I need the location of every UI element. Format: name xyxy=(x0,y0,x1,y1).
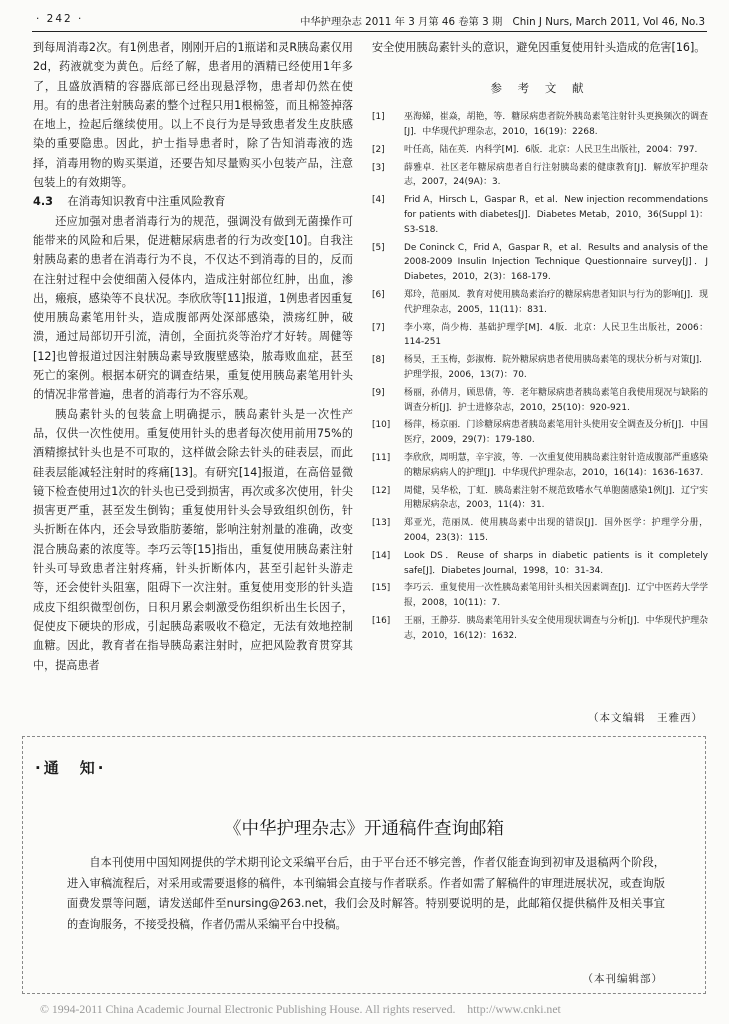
reference-number: [8] xyxy=(372,355,385,366)
reference-text: 叶任高，陆在英．内科学[M]．6版．北京：人民卫生出版社，2004：797. xyxy=(404,144,698,155)
reference-number: [1] xyxy=(372,112,385,123)
notice-body: 自本刊使用中国知网提供的学术期刊论文采编平台后，由于平台还不够完善，作者仅能查询到初审及退稿两个阶段，进入审稿流程后，对采用或需要退修的稿件，本刊编辑会直接与作者联系。作者如需了解稿件的审理进展状况，或查询版面费发票等问题，请发送邮件至nursing@263.net，我们会及时解答。特别要说明的是，此邮箱仅提供稿件及相关事宜的查询服务，不接受投稿，作者仍需从采编平台中投稿。 xyxy=(67,856,665,931)
reference-number: [4] xyxy=(372,195,385,206)
article-editor: （本文编辑 王雅西） xyxy=(588,712,703,724)
reference-number: [6] xyxy=(372,290,385,301)
running-header xyxy=(36,13,705,29)
reference-item xyxy=(372,386,708,416)
reference-number: [5] xyxy=(372,242,385,253)
reference-item xyxy=(372,321,708,351)
section-title: 在消毒知识教育中注重风险教育 xyxy=(67,195,226,209)
reference-number: [9] xyxy=(372,387,385,398)
reference-text: 李欣欣，周明慧，辛宇波，等．一次重复使用胰岛素注射针造成腹部严重感染的糖尿病病人的护理[J]．中华现代护理杂志，2010，16(14)：1636-1637. xyxy=(404,453,708,478)
paragraph-needle-reuse: 胰岛素针头的包装盒上明确提示，胰岛素针头是一次性产品，仅供一次性使用。重复使用针头的患者每次使用前用75%的酒精擦拭针头也是不可取的，这样做会除去针头的硅表层，而此硅表层能减轻注射时的疼痛[13]。有研究[14]报道，在高倍显微镜下检查使用过1次的针头也已受到损害，再次或多次使用，针尖损害更严重，甚至发生倒钩；重复使用针头会导致组织创伤，针头折断在体内，还会导致脂肪萎缩，影响注射剂量的准确，改变混合胰岛素的浓度等。李巧云等[15]指出，重复使用胰岛素注射针头可导致患者注射疼痛，针头折断体内，甚至引起针头游走等，还会使针头阻塞，阻碍下一次注射。重复使用变形的针头造成皮下组织微型创伤，日积月累会刺激受伤组织析出生长因子，促使皮下硬块的形成，引起胰岛素吸收不稳定，无法有效地控制血糖。因此，教育者在指导胰岛素注射时，应把风险教育贯穿其中，提高患者 xyxy=(33,407,353,672)
reference-text: 杨萍，杨京丽．门诊糖尿病患者胰岛素笔用针头使用安全调查及分析[J]．中国医疗，2009，29(7)：179-180. xyxy=(404,420,708,446)
reference-item xyxy=(372,241,708,285)
reference-item xyxy=(372,288,708,318)
reference-text: 薛雅卓．社区老年糖尿病患者自行注射胰岛素的健康教育[J]．解放军护理杂志，2007，24(9A)：3. xyxy=(404,162,708,188)
reference-item xyxy=(372,353,708,383)
reference-number: [2] xyxy=(372,144,385,155)
reference-text: De Coninck C，Frid A，Gaspar R，et al．Results and analysis of the 2008-2009 Insulin Injection Technique Questionnaire survey[J]．J Diabetes，2010，2(3)：168-179. xyxy=(404,242,708,283)
reference-text: Look DS．Reuse of sharps in diabetic patients is it completely safe[J]．Diabetes Journal，1998，10：31-34. xyxy=(404,550,708,576)
paragraph-conclusion: 安全使用胰岛素针头的意识，避免因重复使用针头造成的危害[16]。 xyxy=(372,41,706,54)
reference-text: 周健，吴华松，丁虹．胰岛素注射不规范致嗜水气单胞菌感染1例[J]．辽宁实用糖尿病杂志，2003，11(4)：31. xyxy=(404,485,708,511)
paragraph-risk-education: 还应加强对患者消毒行为的规范，强调没有做到无菌操作可能带来的风险和后果，促进糖尿病患者的行为改变[10]。自我注射胰岛素的患者在消毒行为不良，不仅达不到消毒的目的，反而在注射过程中会使细菌入侵体内，造成注射部位红肿，出血，渗出，瘢痕，感染等不良状况。李欣欣等[11]报道，1例患者因重复使用胰岛素笔用针头，造成腹部两处深部感染，溃疡红肿，破溃，通过局部切开引流，清创，全面抗炎等治疗才好转。周健等[12]也曾报道过因注射胰岛素导致腹壁感染，脓毒败血症，甚至死亡的案例。根据本研究的调查结果，重复使用胰岛素笔用针头的情况非常普遍，患者的消毒行为不容乐观。 xyxy=(33,214,353,402)
left-column xyxy=(33,38,353,675)
notice-box xyxy=(22,736,706,994)
section-heading-4-3 xyxy=(33,192,353,211)
reference-item xyxy=(372,143,708,158)
notice-editor: （本刊编辑部） xyxy=(582,973,663,985)
reference-item xyxy=(372,161,708,191)
reference-item xyxy=(372,516,708,546)
reference-text: 李小寒，尚少梅．基础护理学[M]．4版．北京：人民卫生出版社，2006：114-251 xyxy=(404,322,708,348)
right-column xyxy=(372,38,708,647)
reference-number: [3] xyxy=(372,162,385,173)
reference-number: [7] xyxy=(372,322,385,333)
reference-text: 李巧云．重复使用一次性胰岛素笔用针头相关因素调查[J]．辽宁中医药大学学报，2008，10(11)：7. xyxy=(404,583,708,609)
reference-number: [12] xyxy=(372,485,391,496)
reference-item xyxy=(372,484,708,514)
reference-text: 郑亚光，范丽凤．使用胰岛素中出现的错误[J]．国外医学：护理学分册，2004，23(3)：115. xyxy=(404,518,708,544)
reference-number: [10] xyxy=(372,420,391,431)
reference-number: [15] xyxy=(372,583,391,594)
notice-title: 《中华护理杂志》开通稿件查询邮箱 xyxy=(224,819,504,839)
reference-item xyxy=(372,193,708,237)
section-number: 4.3 xyxy=(33,195,54,209)
reference-item xyxy=(372,549,708,579)
reference-item xyxy=(372,451,708,481)
reference-text: 郑玲，范丽凤．教育对使用胰岛素治疗的糖尿病患者知识与行为的影响[J]．现代护理杂志，2005，11(11)：831. xyxy=(404,290,708,315)
reference-text: 王丽，王静芬．胰岛素笔用针头安全使用现状调查与分析[J]．中华现代护理杂志，2010，16(12)：1632. xyxy=(404,616,708,641)
references-heading: 参 考 文 献 xyxy=(490,81,590,96)
reference-item xyxy=(372,581,708,611)
reference-text: 杨丽，孙倩月，顾思倩，等．老年糖尿病患者胰岛素笔自我使用现况与缺陷的调查分析[J]．护士进修杂志，2010，25(10)：920-921. xyxy=(404,387,708,413)
reference-text: 杨昊，王玉梅，彭淑梅．院外糖尿病患者使用胰岛素笔的现状分析与对策[J]．护理学报，2006，13(7)：70. xyxy=(404,355,708,381)
header-rule xyxy=(32,31,707,32)
reference-number: [11] xyxy=(372,453,391,464)
reference-number: [13] xyxy=(372,518,391,529)
reference-item xyxy=(372,418,708,448)
reference-number: [14] xyxy=(372,550,391,561)
reference-number: [16] xyxy=(372,616,391,626)
reference-text: Frid A，Hirsch L，Gaspar R，et al．New injection recommendations for patients with diabetes[J]．Diabetes Metab，2010，36(Suppl 1)：S3-S18. xyxy=(404,195,708,235)
copyright-footer: © 1994-2011 China Academic Journal Electronic Publishing House. All rights reserved. http://www.cnki.net xyxy=(40,1002,561,1016)
reference-item xyxy=(372,110,708,140)
reference-item xyxy=(372,614,708,644)
reference-list xyxy=(372,110,708,643)
paragraph-continuation: 到每周消毒2次。有1例患者，刚刚开启的1瓶诺和灵R胰岛素仅用2d，药液就变为黄色。后经了解，患者用的酒精已经使用1年多了，且盛放酒精的容器底部已经出现悬浮物，患者却仍然在使用。有的患者注射胰岛素的整个过程只用1根棉签，而且棉签掉落在地上，捡起后继续使用。以上不良行为是导致患者发生皮肤感染的重要隐患。因此，护士指导患者时，除了告知消毒液的选择，消毒用物的购买渠道，还要告知尽量购买小包装产品，注意包装上的有效期等。 xyxy=(33,41,353,190)
page-number: · 242 · xyxy=(36,13,84,25)
notice-tag: ·通 知· xyxy=(35,759,107,777)
journal-citation: 中华护理杂志 2011 年 3 月第 46 卷第 3 期 Chin J Nurs, March 2011, Vol 46, No.3 xyxy=(300,16,705,28)
reference-text: 巫海娣，崔焱，胡艳，等．糖尿病患者院外胰岛素笔注射针头更换频次的调查[J]．中华现代护理杂志，2010，16(19)：2268. xyxy=(404,112,708,138)
